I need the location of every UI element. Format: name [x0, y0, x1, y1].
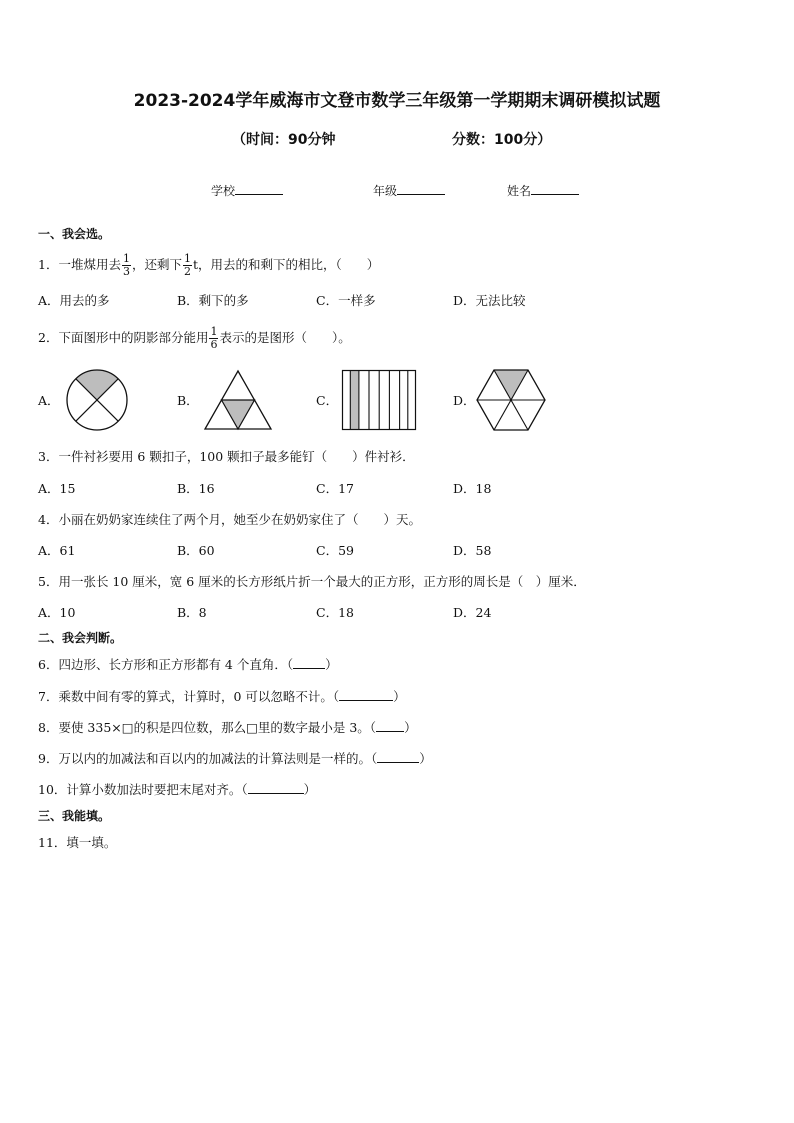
question-9: [38, 749, 432, 767]
answer-blank[interactable]: [376, 720, 404, 732]
question-11: 11．填一填。: [38, 835, 117, 850]
name-blank[interactable]: [531, 182, 579, 195]
name-field: [507, 182, 579, 199]
shaded-triangle: [222, 400, 255, 429]
fraction-numerator: 1: [122, 252, 130, 265]
page-title: 2023-2024学年威海市文登市数学三年级第一学期期末调研模拟试题: [133, 91, 661, 111]
question-3: 3．一件衬衫要用 6 颗扣子，100 颗扣子最多能钉（ ）件衬衫．: [38, 449, 415, 464]
section-heading-fill: 三、我能填。: [38, 809, 111, 823]
q3-option-b[interactable]: B．16: [177, 481, 215, 496]
question-1: [38, 253, 379, 278]
fraction-one-half: [183, 253, 192, 278]
q5-option-b[interactable]: B．8: [177, 605, 207, 620]
q9-end: ）: [419, 751, 432, 766]
school-blank[interactable]: [235, 182, 283, 195]
shaded-strip: [350, 371, 359, 430]
fraction-one-sixth: [209, 326, 218, 351]
q1-text-a: 1．一堆煤用去: [38, 257, 121, 272]
fraction-numerator: 1: [210, 325, 218, 338]
question-5: 5．用一张长 10 厘米，宽 6 厘米的长方形纸片折一个最大的正方形，正方形的周长是（ ）厘米．: [38, 574, 586, 589]
fraction-one-third: [122, 253, 131, 278]
q2-option-c[interactable]: C．: [316, 393, 339, 408]
q10-text: 10．计算小数加法时要把末尾对齐。（: [38, 782, 248, 797]
q3-option-d[interactable]: D．18: [453, 481, 492, 496]
question-10: [38, 780, 316, 798]
figure-b-triangle-quarters: [205, 371, 271, 430]
exam-score: 分数：100分）: [452, 132, 552, 148]
grade-blank[interactable]: [397, 182, 445, 195]
shaded-sixth: [494, 370, 528, 400]
q4-option-d[interactable]: D．58: [453, 543, 492, 558]
figure-c-rectangle-strips: [342, 370, 416, 430]
q1-text-c: t，用去的和剩下的相比，（ ）: [192, 257, 380, 272]
q6-end: ）: [325, 657, 338, 672]
q4-option-c[interactable]: C．59: [316, 543, 354, 558]
q1-option-d[interactable]: D．无法比较: [453, 293, 526, 308]
answer-blank[interactable]: [339, 689, 393, 701]
q10-end: ）: [303, 782, 317, 797]
question-2: [38, 326, 351, 351]
question-4: 4．小丽在奶奶家连续住了两个月，她至少在奶奶家住了（ ）天。: [38, 512, 421, 527]
q4-option-b[interactable]: B．60: [177, 543, 215, 558]
figure-a-circle-quarters: [66, 369, 128, 431]
answer-blank[interactable]: [293, 657, 325, 669]
q1-text-b: ，还剩下: [131, 257, 182, 272]
q5-option-a[interactable]: A．10: [38, 605, 76, 620]
fraction-numerator: 1: [183, 252, 191, 265]
school-label: 学校: [211, 184, 236, 198]
q7-text: 7．乘数中间有零的算式，计算时，0 可以忽略不计。（: [38, 689, 340, 704]
q2-text-a: 2．下面图形中的阴影部分能用: [38, 330, 209, 345]
answer-blank[interactable]: [377, 751, 419, 763]
section-heading-choice: 一、我会选。: [38, 227, 111, 241]
q2-option-b[interactable]: B．: [177, 393, 199, 408]
exam-time: （时间：90分钟: [232, 132, 336, 148]
section-heading-judge: 二、我会判断。: [38, 631, 123, 645]
q8-end: ）: [404, 720, 417, 735]
grade-field: [373, 182, 445, 199]
q1-option-a[interactable]: A．用去的多: [38, 293, 110, 308]
q8-text: 8．要使 335×□的积是四位数，那么□里的数字最小是 3。（: [38, 720, 377, 735]
q3-option-a[interactable]: A．15: [38, 481, 76, 496]
q2-option-a[interactable]: A．: [38, 393, 60, 408]
name-label: 姓名: [507, 184, 532, 198]
school-field: [211, 182, 283, 199]
q1-option-b[interactable]: B．剩下的多: [177, 293, 249, 308]
q1-option-c[interactable]: C．一样多: [316, 293, 376, 308]
q4-option-a[interactable]: A．61: [38, 543, 76, 558]
q9-text: 9．万以内的加减法和百以内的加减法的计算法则是一样的。（: [38, 751, 378, 766]
q5-option-c[interactable]: C．18: [316, 605, 354, 620]
q6-text: 6．四边形、长方形和正方形都有 4 个直角．（: [38, 657, 294, 672]
question-8: [38, 718, 417, 736]
grade-label: 年级: [373, 184, 398, 198]
q2-option-d[interactable]: D．: [453, 393, 476, 408]
question-6: [38, 655, 338, 673]
question-7: [38, 687, 406, 705]
fraction-denominator: 3: [122, 265, 130, 278]
fraction-denominator: 6: [210, 338, 218, 351]
answer-blank[interactable]: [248, 782, 304, 794]
q5-option-d[interactable]: D．24: [453, 605, 492, 620]
figure-d-hexagon-sixths: [477, 369, 545, 431]
q2-text-b: 表示的是图形（ ）。: [219, 330, 351, 345]
q3-option-c[interactable]: C．17: [316, 481, 354, 496]
fraction-denominator: 2: [183, 265, 191, 278]
q7-end: ）: [393, 689, 406, 704]
